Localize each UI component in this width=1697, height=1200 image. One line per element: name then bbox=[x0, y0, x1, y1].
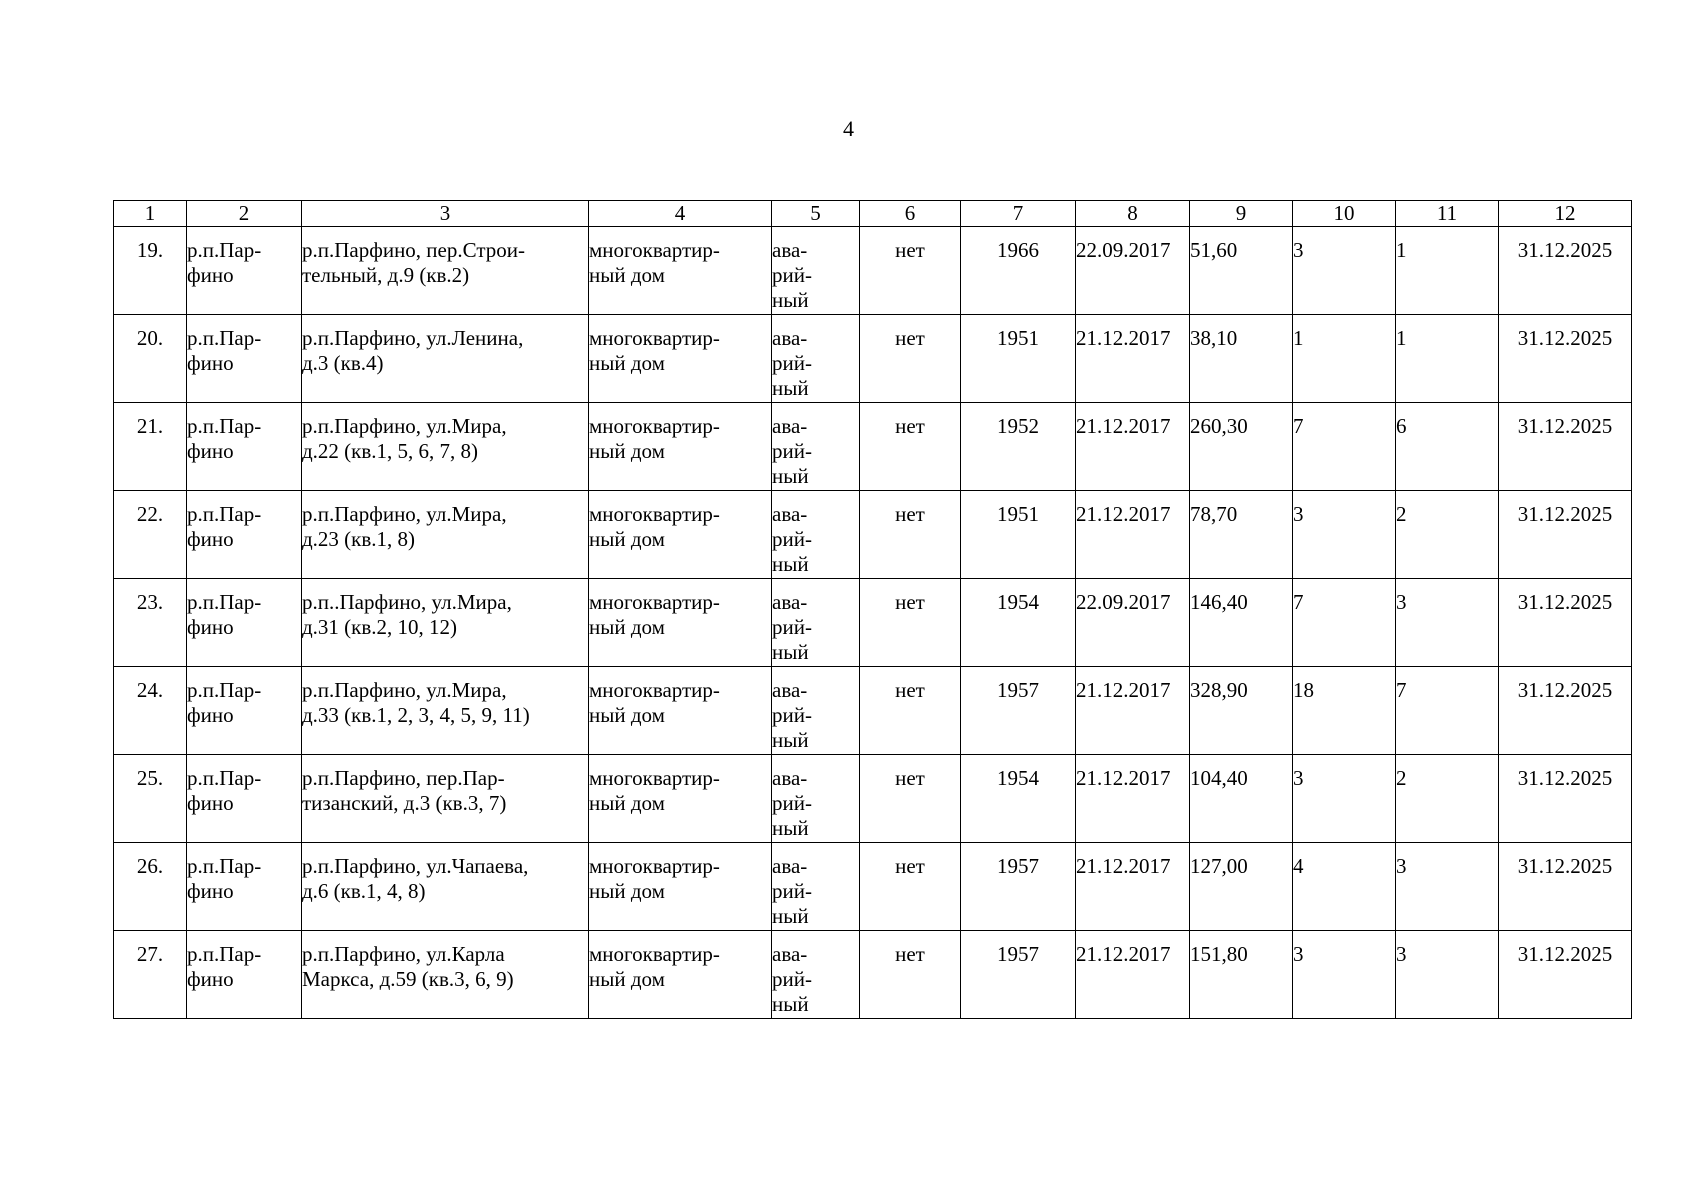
status-cell-line: ава- bbox=[772, 678, 808, 702]
deadline-cell: 31.12.2025 bbox=[1499, 579, 1632, 667]
address-cell bbox=[302, 491, 589, 579]
address-cell bbox=[302, 667, 589, 755]
date-cell: 22.09.2017 bbox=[1076, 227, 1190, 315]
column-header: 1 bbox=[114, 201, 187, 227]
building-type-cell-line: многоквартир- bbox=[589, 854, 720, 878]
column-header: 11 bbox=[1396, 201, 1499, 227]
table-row bbox=[114, 843, 1632, 931]
year-cell: 1951 bbox=[961, 315, 1076, 403]
building-type-cell-line: многоквартир- bbox=[589, 942, 720, 966]
column-6-cell: нет bbox=[860, 931, 961, 1019]
settlement-cell-line: р.п.Пар- bbox=[187, 854, 262, 878]
column-6-cell: нет bbox=[860, 667, 961, 755]
settlement-cell bbox=[187, 579, 302, 667]
area-cell: 328,90 bbox=[1190, 667, 1293, 755]
table-row bbox=[114, 315, 1632, 403]
status-cell bbox=[772, 667, 860, 755]
status-cell-line: рий- bbox=[772, 967, 812, 991]
settlement-cell bbox=[187, 227, 302, 315]
column-6-cell: нет bbox=[860, 315, 961, 403]
column-10-cell: 3 bbox=[1293, 931, 1396, 1019]
column-header: 12 bbox=[1499, 201, 1632, 227]
building-type-cell-line: ный дом bbox=[589, 703, 665, 727]
settlement-cell-line: фино bbox=[187, 263, 234, 287]
address-cell bbox=[302, 843, 589, 931]
column-10-cell: 4 bbox=[1293, 843, 1396, 931]
status-cell-line: рий- bbox=[772, 879, 812, 903]
year-cell: 1954 bbox=[961, 755, 1076, 843]
status-cell-line: ава- bbox=[772, 414, 808, 438]
address-cell bbox=[302, 579, 589, 667]
settlement-cell-line: р.п.Пар- bbox=[187, 414, 262, 438]
address-cell-line: тельный, д.9 (кв.2) bbox=[302, 263, 470, 287]
address-cell-line: р.п.Парфино, ул.Мира, bbox=[302, 414, 507, 438]
column-11-cell: 1 bbox=[1396, 227, 1499, 315]
settlement-cell bbox=[187, 755, 302, 843]
building-type-cell-line: многоквартир- bbox=[589, 678, 720, 702]
table-row bbox=[114, 491, 1632, 579]
address-cell-line: д.3 (кв.4) bbox=[302, 351, 384, 375]
status-cell bbox=[772, 403, 860, 491]
status-cell bbox=[772, 931, 860, 1019]
date-cell: 21.12.2017 bbox=[1076, 931, 1190, 1019]
column-11-cell: 7 bbox=[1396, 667, 1499, 755]
settlement-cell-line: р.п.Пар- bbox=[187, 590, 262, 614]
status-cell bbox=[772, 755, 860, 843]
column-6-cell: нет bbox=[860, 579, 961, 667]
address-cell bbox=[302, 315, 589, 403]
status-cell-line: рий- bbox=[772, 615, 812, 639]
settlement-cell-line: р.п.Пар- bbox=[187, 942, 262, 966]
address-cell-line: р.п.Парфино, ул.Мира, bbox=[302, 678, 507, 702]
year-cell: 1952 bbox=[961, 403, 1076, 491]
table-header bbox=[114, 201, 1632, 227]
date-cell: 21.12.2017 bbox=[1076, 491, 1190, 579]
settlement-cell-line: р.п.Пар- bbox=[187, 238, 262, 262]
column-10-cell: 7 bbox=[1293, 579, 1396, 667]
building-type-cell bbox=[589, 931, 772, 1019]
settlement-cell-line: фино bbox=[187, 967, 234, 991]
settlement-cell bbox=[187, 843, 302, 931]
column-11-cell: 2 bbox=[1396, 755, 1499, 843]
column-11-cell: 1 bbox=[1396, 315, 1499, 403]
row-number-cell: 27. bbox=[114, 931, 187, 1019]
year-cell: 1951 bbox=[961, 491, 1076, 579]
column-6-cell: нет bbox=[860, 403, 961, 491]
date-cell: 21.12.2017 bbox=[1076, 315, 1190, 403]
table-row bbox=[114, 227, 1632, 315]
date-cell: 21.12.2017 bbox=[1076, 755, 1190, 843]
settlement-cell-line: фино bbox=[187, 439, 234, 463]
column-6-cell: нет bbox=[860, 755, 961, 843]
address-cell-line: Маркса, д.59 (кв.3, 6, 9) bbox=[302, 967, 514, 991]
column-header: 8 bbox=[1076, 201, 1190, 227]
status-cell-line: рий- bbox=[772, 439, 812, 463]
settlement-cell-line: фино bbox=[187, 527, 234, 551]
status-cell-line: ава- bbox=[772, 590, 808, 614]
column-11-cell: 6 bbox=[1396, 403, 1499, 491]
row-number-cell: 26. bbox=[114, 843, 187, 931]
area-cell: 146,40 bbox=[1190, 579, 1293, 667]
deadline-cell: 31.12.2025 bbox=[1499, 491, 1632, 579]
building-type-cell-line: многоквартир- bbox=[589, 766, 720, 790]
settlement-cell bbox=[187, 491, 302, 579]
column-10-cell: 3 bbox=[1293, 491, 1396, 579]
settlement-cell-line: фино bbox=[187, 791, 234, 815]
deadline-cell: 31.12.2025 bbox=[1499, 843, 1632, 931]
address-cell bbox=[302, 227, 589, 315]
status-cell-line: ава- bbox=[772, 238, 808, 262]
settlement-cell-line: р.п.Пар- bbox=[187, 678, 262, 702]
address-cell-line: р.п..Парфино, ул.Мира, bbox=[302, 590, 512, 614]
building-type-cell-line: многоквартир- bbox=[589, 590, 720, 614]
date-cell: 21.12.2017 bbox=[1076, 403, 1190, 491]
settlement-cell-line: р.п.Пар- bbox=[187, 502, 262, 526]
status-cell bbox=[772, 843, 860, 931]
date-cell: 21.12.2017 bbox=[1076, 667, 1190, 755]
row-number-cell: 23. bbox=[114, 579, 187, 667]
area-cell: 151,80 bbox=[1190, 931, 1293, 1019]
address-cell-line: д.23 (кв.1, 8) bbox=[302, 527, 416, 551]
address-cell-line: р.п.Парфино, ул.Чапаева, bbox=[302, 854, 529, 878]
status-cell-line: рий- bbox=[772, 263, 812, 287]
column-header: 3 bbox=[302, 201, 589, 227]
housing-registry-table bbox=[113, 200, 1632, 1019]
status-cell bbox=[772, 315, 860, 403]
column-header: 2 bbox=[187, 201, 302, 227]
area-cell: 104,40 bbox=[1190, 755, 1293, 843]
column-11-cell: 2 bbox=[1396, 491, 1499, 579]
building-type-cell-line: ный дом bbox=[589, 439, 665, 463]
column-11-cell: 3 bbox=[1396, 843, 1499, 931]
row-number-cell: 19. bbox=[114, 227, 187, 315]
column-10-cell: 1 bbox=[1293, 315, 1396, 403]
status-cell-line: ава- bbox=[772, 326, 808, 350]
settlement-cell-line: р.п.Пар- bbox=[187, 326, 262, 350]
status-cell bbox=[772, 491, 860, 579]
building-type-cell bbox=[589, 579, 772, 667]
address-cell-line: р.п.Парфино, пер.Пар- bbox=[302, 766, 505, 790]
status-cell-line: ный bbox=[772, 816, 809, 840]
settlement-cell bbox=[187, 931, 302, 1019]
address-cell-line: д.22 (кв.1, 5, 6, 7, 8) bbox=[302, 439, 479, 463]
building-type-cell bbox=[589, 403, 772, 491]
column-header: 9 bbox=[1190, 201, 1293, 227]
table-row bbox=[114, 403, 1632, 491]
address-cell-line: д.33 (кв.1, 2, 3, 4, 5, 9, 11) bbox=[302, 703, 530, 727]
status-cell-line: ный bbox=[772, 288, 809, 312]
column-6-cell: нет bbox=[860, 491, 961, 579]
address-cell-line: р.п.Парфино, пер.Строи- bbox=[302, 238, 526, 262]
deadline-cell: 31.12.2025 bbox=[1499, 755, 1632, 843]
year-cell: 1957 bbox=[961, 843, 1076, 931]
building-type-cell-line: ный дом bbox=[589, 967, 665, 991]
page-number: 4 bbox=[843, 116, 854, 141]
year-cell: 1957 bbox=[961, 667, 1076, 755]
row-number-cell: 25. bbox=[114, 755, 187, 843]
deadline-cell: 31.12.2025 bbox=[1499, 227, 1632, 315]
year-cell: 1966 bbox=[961, 227, 1076, 315]
column-11-cell: 3 bbox=[1396, 579, 1499, 667]
address-cell-line: д.31 (кв.2, 10, 12) bbox=[302, 615, 458, 639]
area-cell: 38,10 bbox=[1190, 315, 1293, 403]
date-cell: 21.12.2017 bbox=[1076, 843, 1190, 931]
settlement-cell bbox=[187, 403, 302, 491]
building-type-cell bbox=[589, 491, 772, 579]
row-number-cell: 24. bbox=[114, 667, 187, 755]
status-cell-line: ава- bbox=[772, 502, 808, 526]
address-cell-line: р.п.Парфино, ул.Ленина, bbox=[302, 326, 524, 350]
building-type-cell bbox=[589, 755, 772, 843]
status-cell-line: ный bbox=[772, 728, 809, 752]
status-cell-line: рий- bbox=[772, 791, 812, 815]
settlement-cell-line: р.п.Пар- bbox=[187, 766, 262, 790]
status-cell bbox=[772, 227, 860, 315]
table-row bbox=[114, 755, 1632, 843]
year-cell: 1957 bbox=[961, 931, 1076, 1019]
column-10-cell: 18 bbox=[1293, 667, 1396, 755]
building-type-cell-line: ный дом bbox=[589, 527, 665, 551]
status-cell-line: ава- bbox=[772, 854, 808, 878]
area-cell: 127,00 bbox=[1190, 843, 1293, 931]
building-type-cell bbox=[589, 843, 772, 931]
address-cell bbox=[302, 403, 589, 491]
column-10-cell: 3 bbox=[1293, 755, 1396, 843]
status-cell-line: ава- bbox=[772, 766, 808, 790]
building-type-cell bbox=[589, 315, 772, 403]
column-6-cell: нет bbox=[860, 227, 961, 315]
column-6-cell: нет bbox=[860, 843, 961, 931]
building-type-cell bbox=[589, 667, 772, 755]
building-type-cell-line: ный дом bbox=[589, 263, 665, 287]
building-type-cell-line: ный дом bbox=[589, 615, 665, 639]
building-type-cell-line: многоквартир- bbox=[589, 238, 720, 262]
row-number-cell: 22. bbox=[114, 491, 187, 579]
status-cell-line: ный bbox=[772, 552, 809, 576]
building-type-cell-line: ный дом bbox=[589, 351, 665, 375]
column-header: 5 bbox=[772, 201, 860, 227]
table-row bbox=[114, 667, 1632, 755]
year-cell: 1954 bbox=[961, 579, 1076, 667]
building-type-cell-line: ный дом bbox=[589, 791, 665, 815]
column-11-cell: 3 bbox=[1396, 931, 1499, 1019]
address-cell-line: тизанский, д.3 (кв.3, 7) bbox=[302, 791, 507, 815]
area-cell: 78,70 bbox=[1190, 491, 1293, 579]
settlement-cell-line: фино bbox=[187, 351, 234, 375]
row-number-cell: 20. bbox=[114, 315, 187, 403]
address-cell-line: р.п.Парфино, ул.Карла bbox=[302, 942, 505, 966]
building-type-cell-line: многоквартир- bbox=[589, 414, 720, 438]
building-type-cell-line: многоквартир- bbox=[589, 502, 720, 526]
building-type-cell-line: ный дом bbox=[589, 879, 665, 903]
table-row bbox=[114, 931, 1632, 1019]
settlement-cell-line: фино bbox=[187, 615, 234, 639]
deadline-cell: 31.12.2025 bbox=[1499, 315, 1632, 403]
column-header: 10 bbox=[1293, 201, 1396, 227]
building-type-cell bbox=[589, 227, 772, 315]
settlement-cell-line: фино bbox=[187, 703, 234, 727]
deadline-cell: 31.12.2025 bbox=[1499, 931, 1632, 1019]
row-number-cell: 21. bbox=[114, 403, 187, 491]
column-header: 7 bbox=[961, 201, 1076, 227]
settlement-cell bbox=[187, 315, 302, 403]
column-header: 4 bbox=[589, 201, 772, 227]
status-cell-line: рий- bbox=[772, 351, 812, 375]
status-cell-line: рий- bbox=[772, 703, 812, 727]
column-header: 6 bbox=[860, 201, 961, 227]
status-cell-line: ный bbox=[772, 904, 809, 928]
building-type-cell-line: многоквартир- bbox=[589, 326, 720, 350]
address-cell bbox=[302, 931, 589, 1019]
address-cell-line: р.п.Парфино, ул.Мира, bbox=[302, 502, 507, 526]
table-body bbox=[114, 227, 1632, 1019]
column-number-row bbox=[114, 201, 1632, 227]
table-row bbox=[114, 579, 1632, 667]
address-cell bbox=[302, 755, 589, 843]
status-cell-line: ный bbox=[772, 376, 809, 400]
status-cell bbox=[772, 579, 860, 667]
area-cell: 260,30 bbox=[1190, 403, 1293, 491]
deadline-cell: 31.12.2025 bbox=[1499, 403, 1632, 491]
column-10-cell: 7 bbox=[1293, 403, 1396, 491]
settlement-cell-line: фино bbox=[187, 879, 234, 903]
column-10-cell: 3 bbox=[1293, 227, 1396, 315]
status-cell-line: ный bbox=[772, 640, 809, 664]
address-cell-line: д.6 (кв.1, 4, 8) bbox=[302, 879, 426, 903]
area-cell: 51,60 bbox=[1190, 227, 1293, 315]
settlement-cell bbox=[187, 667, 302, 755]
status-cell-line: ный bbox=[772, 464, 809, 488]
deadline-cell: 31.12.2025 bbox=[1499, 667, 1632, 755]
status-cell-line: ава- bbox=[772, 942, 808, 966]
date-cell: 22.09.2017 bbox=[1076, 579, 1190, 667]
status-cell-line: ный bbox=[772, 992, 809, 1016]
status-cell-line: рий- bbox=[772, 527, 812, 551]
